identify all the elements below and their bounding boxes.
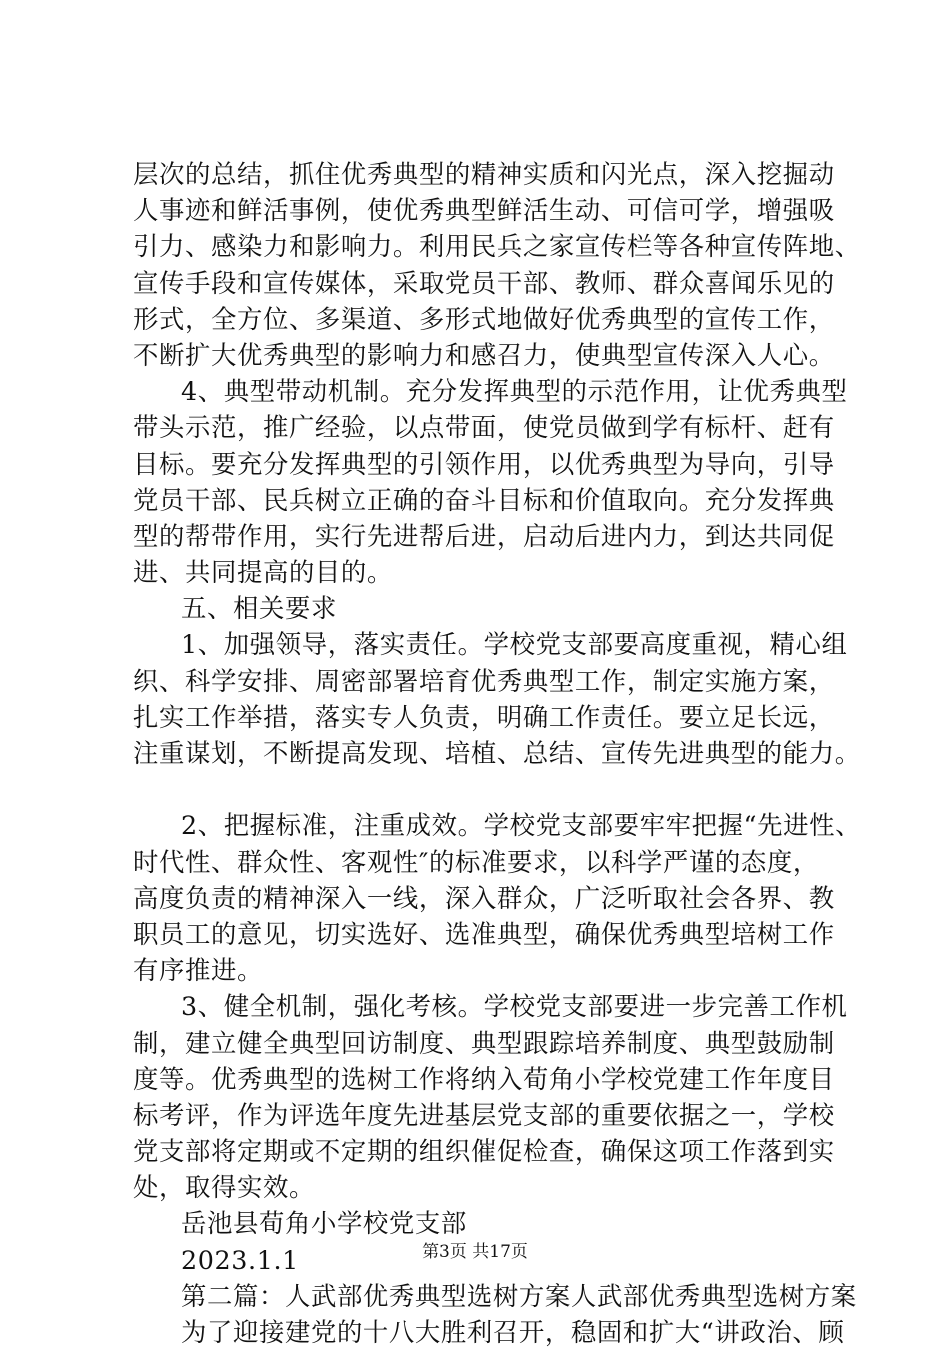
paragraph-start-line: 为了迎接建党的十八大胜利召开，稳固和扩大“讲政治、顾 [181,1317,845,1347]
text-line: 处，取得实效。 [133,1172,315,1203]
text-line: 不断扩大优秀典型的影响力和感召力，使典型宣传深入人心。 [133,339,835,370]
text-line: 党支部将定期或不定期的组织催促检查，确保这项工作落到实 [133,1136,835,1167]
text-line: 带头示范，推广经验，以点带面，使党员做到学有标杆、赶有 [133,412,835,443]
text-line: 度等。优秀典型的选树工作将纳入荀角小学校党建工作年度目 [133,1063,835,1094]
text-line: 宣传手段和宣传媒体，采取党员干部、教师、群众喜闻乐见的 [133,267,835,298]
text-line: 党员干部、民兵树立正确的奋斗目标和价值取向。充分发挥典 [133,484,835,515]
section-heading: 五、相关要求 [181,593,337,624]
paragraph-start-line: 2、把握标准，注重成效。学校党支部要牢牢把握“先进性、 [181,810,862,841]
signature-organization: 岳池县荀角小学校党支部 [181,1208,467,1239]
chapter-heading: 第二篇：人武部优秀典型选树方案人武部优秀典型选树方案 [181,1280,857,1311]
text-line: 型的帮带作用，实行先进帮后进，启动后进内力，到达共同促 [133,520,835,551]
text-line: 织、科学安排、周密部署培育优秀典型工作，制定实施方案， [133,665,835,696]
text-line: 扎实工作举措，落实专人负责，明确工作责任。要立足长远， [133,701,835,732]
text-line: 人事迹和鲜活事例，使优秀典型鲜活生动、可信可学，增强吸 [133,195,835,226]
signature-date: 2023.1.1 [181,1244,299,1275]
text-line: 有序推进。 [133,955,263,986]
paragraph-start-line: 3、健全机制，强化考核。学校党支部要进一步完善工作机 [181,991,848,1022]
document-body [133,156,862,1350]
paragraph-start-line: 1、加强领导，落实责任。学校党支部要高度重视，精心组 [181,629,848,660]
text-line: 进、共同提高的目的。 [133,557,393,588]
text-line: 引力、感染力和影响力。利用民兵之家宣传栏等各种宣传阵地、 [133,231,861,262]
paragraph-start-line: 4、典型带动机制。充分发挥典型的示范作用，让优秀典型 [181,376,848,407]
text-line: 形式，全方位、多渠道、多形式地做好优秀典型的宣传工作， [133,303,835,334]
text-line: 时代性、群众性、客观性″的标准要求，以科学严谨的态度， [133,846,819,877]
text-line: 职员工的意见，切实选好、选准典型，确保优秀典型培树工作 [133,918,835,949]
text-line: 制，建立健全典型回访制度、典型跟踪培养制度、典型鼓励制 [133,1027,835,1058]
text-line: 高度负责的精神深入一线，深入群众，广泛听取社会各界、教 [133,882,835,913]
text-line: 目标。要充分发挥典型的引领作用，以优秀典型为导向，引导 [133,448,835,479]
text-line: 标考评，作为评选年度先进基层党支部的重要依据之一，学校 [133,1099,835,1130]
blank-line [133,771,853,807]
text-line: 注重谋划，不断提高发现、培植、总结、宣传先进典型的能力。 [133,738,861,768]
text-line: 层次的总结，抓住优秀典型的精神实质和闪光点，深入挖掘动 [133,159,835,189]
page-number-footer: 第3页 共17页 [422,1242,528,1262]
